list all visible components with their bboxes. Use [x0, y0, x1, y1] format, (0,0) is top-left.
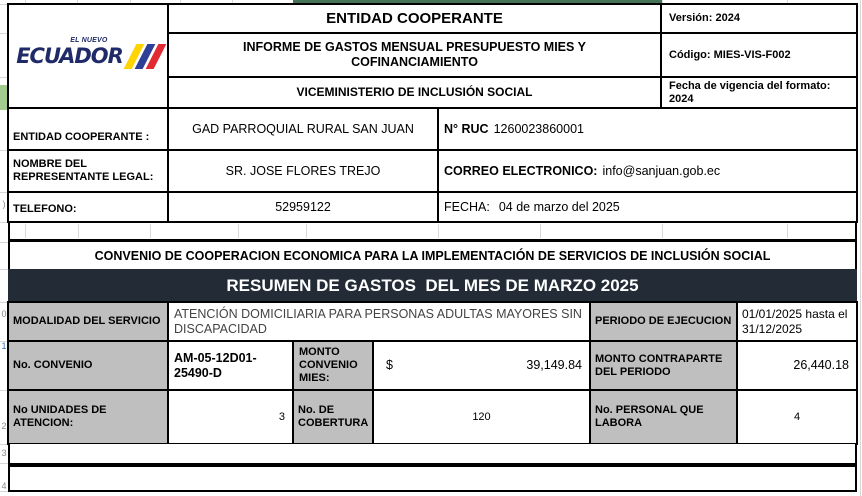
- gridline: [438, 224, 439, 238]
- empty-row: [8, 444, 857, 463]
- representative-label: NOMBRE DEL REPRESENTANTE LEGAL:: [8, 150, 168, 192]
- clipped-margin-text: 4: [1, 481, 7, 491]
- gridline: [662, 224, 663, 238]
- gridline: [150, 224, 151, 238]
- empty-row: [8, 223, 857, 239]
- convenio-banner: CONVENIO DE COOPERACION ECONOMICA PARA LA IMPLEMENTACIÓN DE SERVICIOS DE INCLUSIÓN SOCIAL: [8, 242, 857, 269]
- representative-value-cell[interactable]: SR. JOSE FLORES TREJO: [168, 150, 438, 192]
- email-label: CORREO ELECTRONICO:: [444, 163, 598, 178]
- monto-mies-amount: 39,149.84: [526, 358, 582, 373]
- num-convenio-label: No. CONVENIO: [8, 341, 168, 390]
- flag-stripes-icon: [123, 44, 166, 69]
- logo-ecuador-text: ECUADOR: [16, 43, 123, 68]
- gridline: [540, 224, 541, 238]
- email-value: info@sanjuan.gob.ec: [602, 163, 721, 178]
- personal-label: No. PERSONAL QUE LABORA: [590, 390, 737, 444]
- periodo-label: PERIODO DE EJECUCION: [590, 302, 737, 341]
- gridline: [78, 224, 79, 238]
- ecuador-logo: [16, 36, 160, 69]
- logo-el-nuevo-text: EL NUEVO: [70, 36, 108, 44]
- entity-label: ENTIDAD COOPERANTE :: [8, 108, 168, 150]
- gridline: [0, 33, 8, 34]
- gridline: [0, 192, 8, 193]
- clipped-margin-text: 1: [1, 341, 7, 351]
- cobertura-label: No. DE COBERTURA: [293, 390, 373, 444]
- currency-symbol: $: [386, 358, 393, 373]
- green-cell: [0, 85, 8, 110]
- validity-cell: Fecha de vigencia del formato: 2024: [661, 77, 857, 108]
- phone-value-cell[interactable]: 52959122: [168, 192, 438, 222]
- gridline: [25, 224, 26, 238]
- ruc-cell[interactable]: [438, 108, 857, 150]
- contraparte-value-cell[interactable]: 26,440.18: [737, 341, 857, 390]
- gridline: [0, 269, 8, 270]
- email-cell[interactable]: [438, 150, 857, 192]
- version-cell: Versión: 2024: [661, 4, 857, 33]
- ruc-label: N° RUC: [444, 121, 489, 136]
- date-label: FECHA:: [444, 199, 490, 214]
- gridline: [860, 0, 861, 496]
- monto-mies-value-cell[interactable]: [373, 341, 590, 390]
- date-cell[interactable]: [438, 192, 857, 222]
- clipped-margin-text: 3: [1, 448, 7, 458]
- logo-cell: [8, 4, 168, 108]
- personal-value-cell[interactable]: 4: [737, 390, 857, 444]
- gridline: [787, 224, 788, 238]
- gridline: [238, 224, 239, 238]
- ruc-value: 1260023860001: [493, 121, 584, 136]
- unidades-value-cell[interactable]: 3: [168, 390, 293, 444]
- gridline: [0, 4, 8, 5]
- date-value: 04 de marzo del 2025: [498, 199, 620, 214]
- clipped-margin-text: 2: [1, 421, 7, 431]
- phone-label: TELEFONO:: [8, 192, 168, 222]
- gridline: [306, 224, 307, 238]
- modalidad-value-cell[interactable]: ATENCIÓN DOMICILIARIA PARA PERSONAS ADULTAS MAYORES SIN DISCAPACIDAD: [168, 302, 590, 341]
- periodo-value-cell[interactable]: 01/01/2025 hasta el 31/12/2025: [737, 302, 857, 341]
- gridline: [0, 444, 8, 445]
- empty-row: [8, 467, 857, 492]
- gridline: [0, 77, 8, 78]
- modalidad-label: MODALIDAD DEL SERVICIO: [8, 302, 168, 341]
- resumen-banner: RESUMEN DE GASTOS DEL MES DE MARZO 2025: [8, 269, 857, 302]
- code-cell: Código: MIES-VIS-F002: [661, 33, 857, 77]
- gridline: [0, 390, 8, 391]
- clipped-margin-text: 0: [1, 309, 7, 319]
- monto-mies-label: MONTO CONVENIO MIES:: [293, 341, 373, 390]
- cobertura-value-cell[interactable]: 120: [373, 390, 590, 444]
- unidades-label: No UNIDADES DE ATENCION:: [8, 390, 168, 444]
- num-convenio-value-cell[interactable]: AM-05-12D01-25490-D: [168, 341, 293, 390]
- gridline: [0, 150, 8, 151]
- entity-value-cell[interactable]: GAD PARROQUIAL RURAL SAN JUAN: [168, 108, 438, 150]
- gridline: [0, 222, 8, 223]
- gridline: [0, 302, 8, 303]
- gridline: [0, 242, 8, 243]
- form-subtitle: INFORME DE GASTOS MENSUAL PRESUPUESTO MIES Y COFINANCIAMIENTO: [168, 33, 661, 77]
- contraparte-label: MONTO CONTRAPARTE DEL PERIODO: [590, 341, 737, 390]
- gridline: [0, 491, 8, 492]
- form-title: ENTIDAD COOPERANTE: [168, 4, 661, 33]
- form-department: VICEMINISTERIO DE INCLUSIÓN SOCIAL: [168, 77, 661, 108]
- clipped-margin-text: ): [2, 199, 6, 209]
- gridline: [0, 463, 8, 464]
